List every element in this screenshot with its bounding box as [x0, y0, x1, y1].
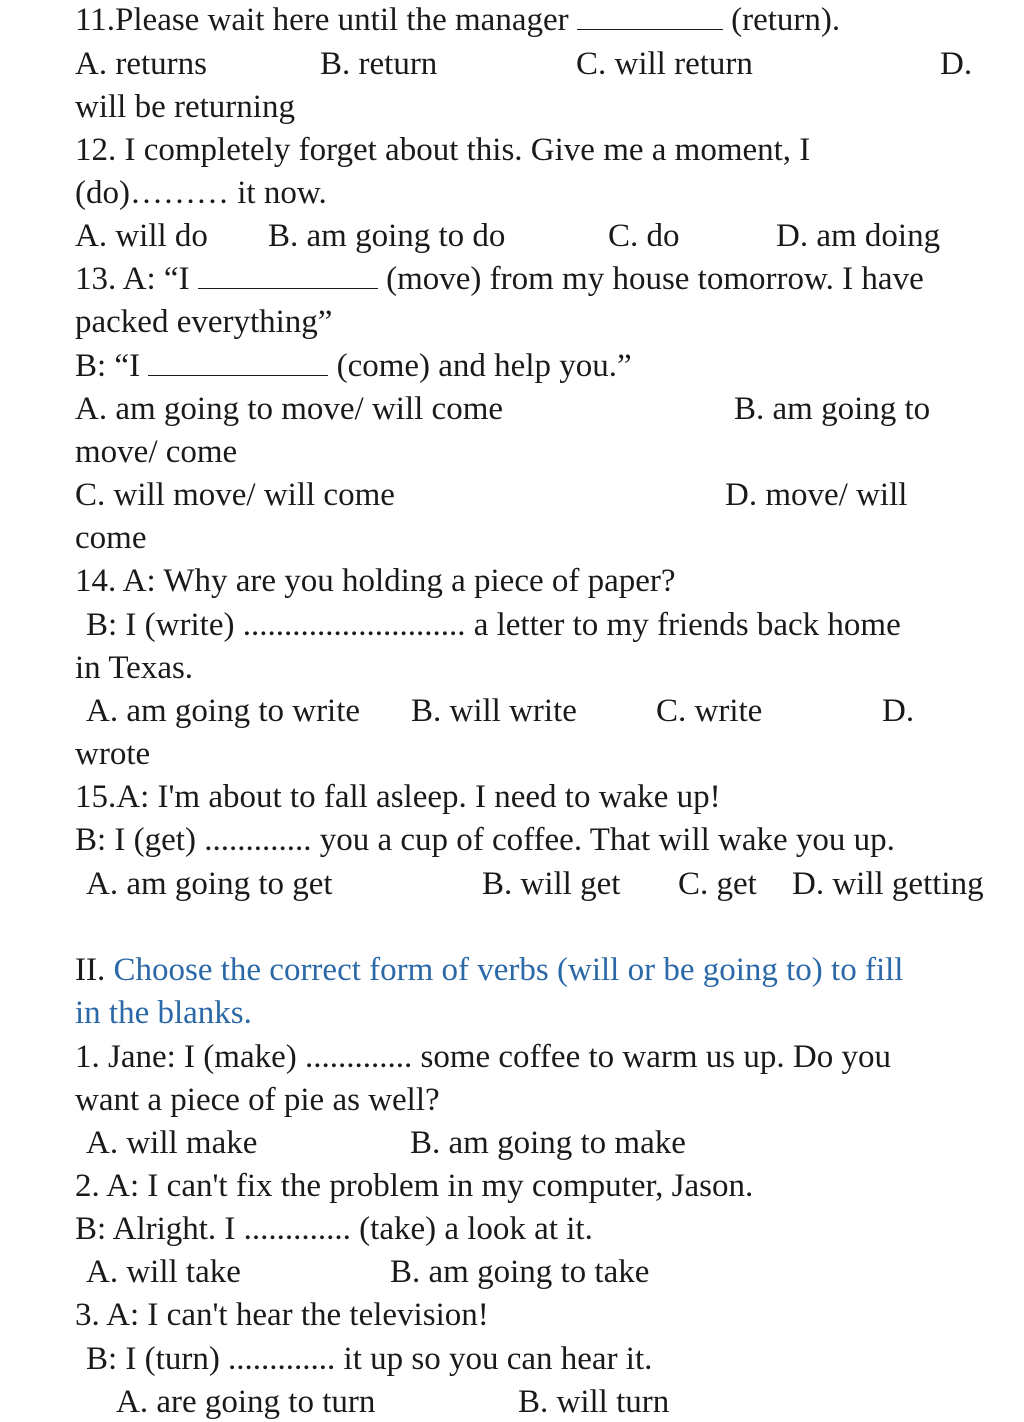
q13-stem-b-lead: B: “I [75, 348, 141, 384]
p2-stem-b: B: Alright. I ............. (take) a look at it. [75, 1211, 593, 1247]
q14-option-d-cont: wrote [75, 736, 151, 772]
q13-blank-a [198, 260, 378, 289]
q11-option-c: C. will return [576, 46, 753, 82]
p2-option-b: B. am going to take [390, 1254, 650, 1290]
q15-stem-a: 15.A: I'm about to fall asleep. I need to wake up! [75, 779, 721, 815]
p1-stem-line2: want a piece of pie as well? [75, 1082, 440, 1118]
q12-stem-line2: (do)……… it now. [75, 175, 327, 211]
q14-stem-a: 14. A: Why are you holding a piece of paper? [75, 563, 676, 599]
q15-stem-b: B: I (get) ............. you a cup of coffee. That will wake you up. [75, 822, 895, 858]
q11-stem [75, 0, 840, 40]
p2-stem-a: 2. A: I can't fix the problem in my computer, Jason. [75, 1168, 754, 1204]
p3-option-b: B. will turn [518, 1384, 670, 1420]
section2-title: Choose the correct form of verbs (will or be going to) to fill [113, 952, 904, 988]
q11-option-d-cont: will be returning [75, 89, 295, 125]
q11-option-b: B. return [320, 46, 438, 82]
q13-stem-b [75, 346, 632, 386]
q13-stem-a [75, 259, 924, 299]
q14-stem-b-cont: in Texas. [75, 650, 194, 686]
p1-option-a: A. will make [86, 1125, 258, 1161]
q14-option-c: C. write [656, 693, 763, 729]
p2-option-a: A. will take [86, 1254, 241, 1290]
q13-option-d-cont: come [75, 520, 147, 556]
q13-option-b-cont: move/ come [75, 434, 238, 470]
p3-stem-b: B: I (turn) ............. it up so you can hear it. [86, 1341, 653, 1377]
q13-stem-a-cont: packed everything” [75, 304, 333, 340]
q13-option-c: C. will move/ will come [75, 477, 395, 513]
q13-blank-b [148, 347, 328, 376]
q15-option-b: B. will get [482, 866, 621, 902]
q15-option-c: C. get [678, 866, 757, 902]
q13-option-d: D. move/ will [725, 477, 908, 513]
q12-option-a: A. will do [75, 218, 208, 254]
q14-option-b: B. will write [411, 693, 577, 729]
q12-option-b: B. am going to do [268, 218, 506, 254]
p3-option-a: A. are going to turn [116, 1384, 376, 1420]
q11-option-a: A. returns [75, 46, 207, 82]
section2-heading [75, 950, 903, 990]
q11-stem-verb: (return). [731, 2, 841, 38]
q14-option-d: D. [882, 693, 915, 729]
q11-blank [577, 1, 723, 30]
q15-option-d: D. will getting [792, 866, 984, 902]
q11-stem-text: 11.Please wait here until the manager [75, 2, 569, 38]
q13-option-b: B. am going to [734, 391, 931, 427]
q13-stem-a-rest: (move) from my house tomorrow. I have [386, 261, 924, 297]
q12-stem-line1: 12. I completely forget about this. Give me a moment, I [75, 132, 811, 168]
q13-stem-b-rest: (come) and help you.” [336, 348, 632, 384]
section2-numeral: II. [75, 952, 106, 988]
q14-option-a: A. am going to write [86, 693, 361, 729]
q15-option-a: A. am going to get [86, 866, 333, 902]
q12-option-d: D. am doing [776, 218, 941, 254]
q14-stem-b: B: I (write) ........................... a letter to my friends back home [86, 607, 901, 643]
p3-stem-a: 3. A: I can't hear the television! [75, 1297, 489, 1333]
p1-option-b: B. am going to make [410, 1125, 686, 1161]
q11-option-d: D. [940, 46, 973, 82]
q13-option-a: A. am going to move/ will come [75, 391, 504, 427]
p1-stem-line1: 1. Jane: I (make) ............. some coffee to warm us up. Do you [75, 1039, 891, 1075]
q13-stem-a-lead: 13. A: “I [75, 261, 190, 297]
q12-option-c: C. do [608, 218, 680, 254]
section2-title-cont: in the blanks. [75, 995, 252, 1031]
